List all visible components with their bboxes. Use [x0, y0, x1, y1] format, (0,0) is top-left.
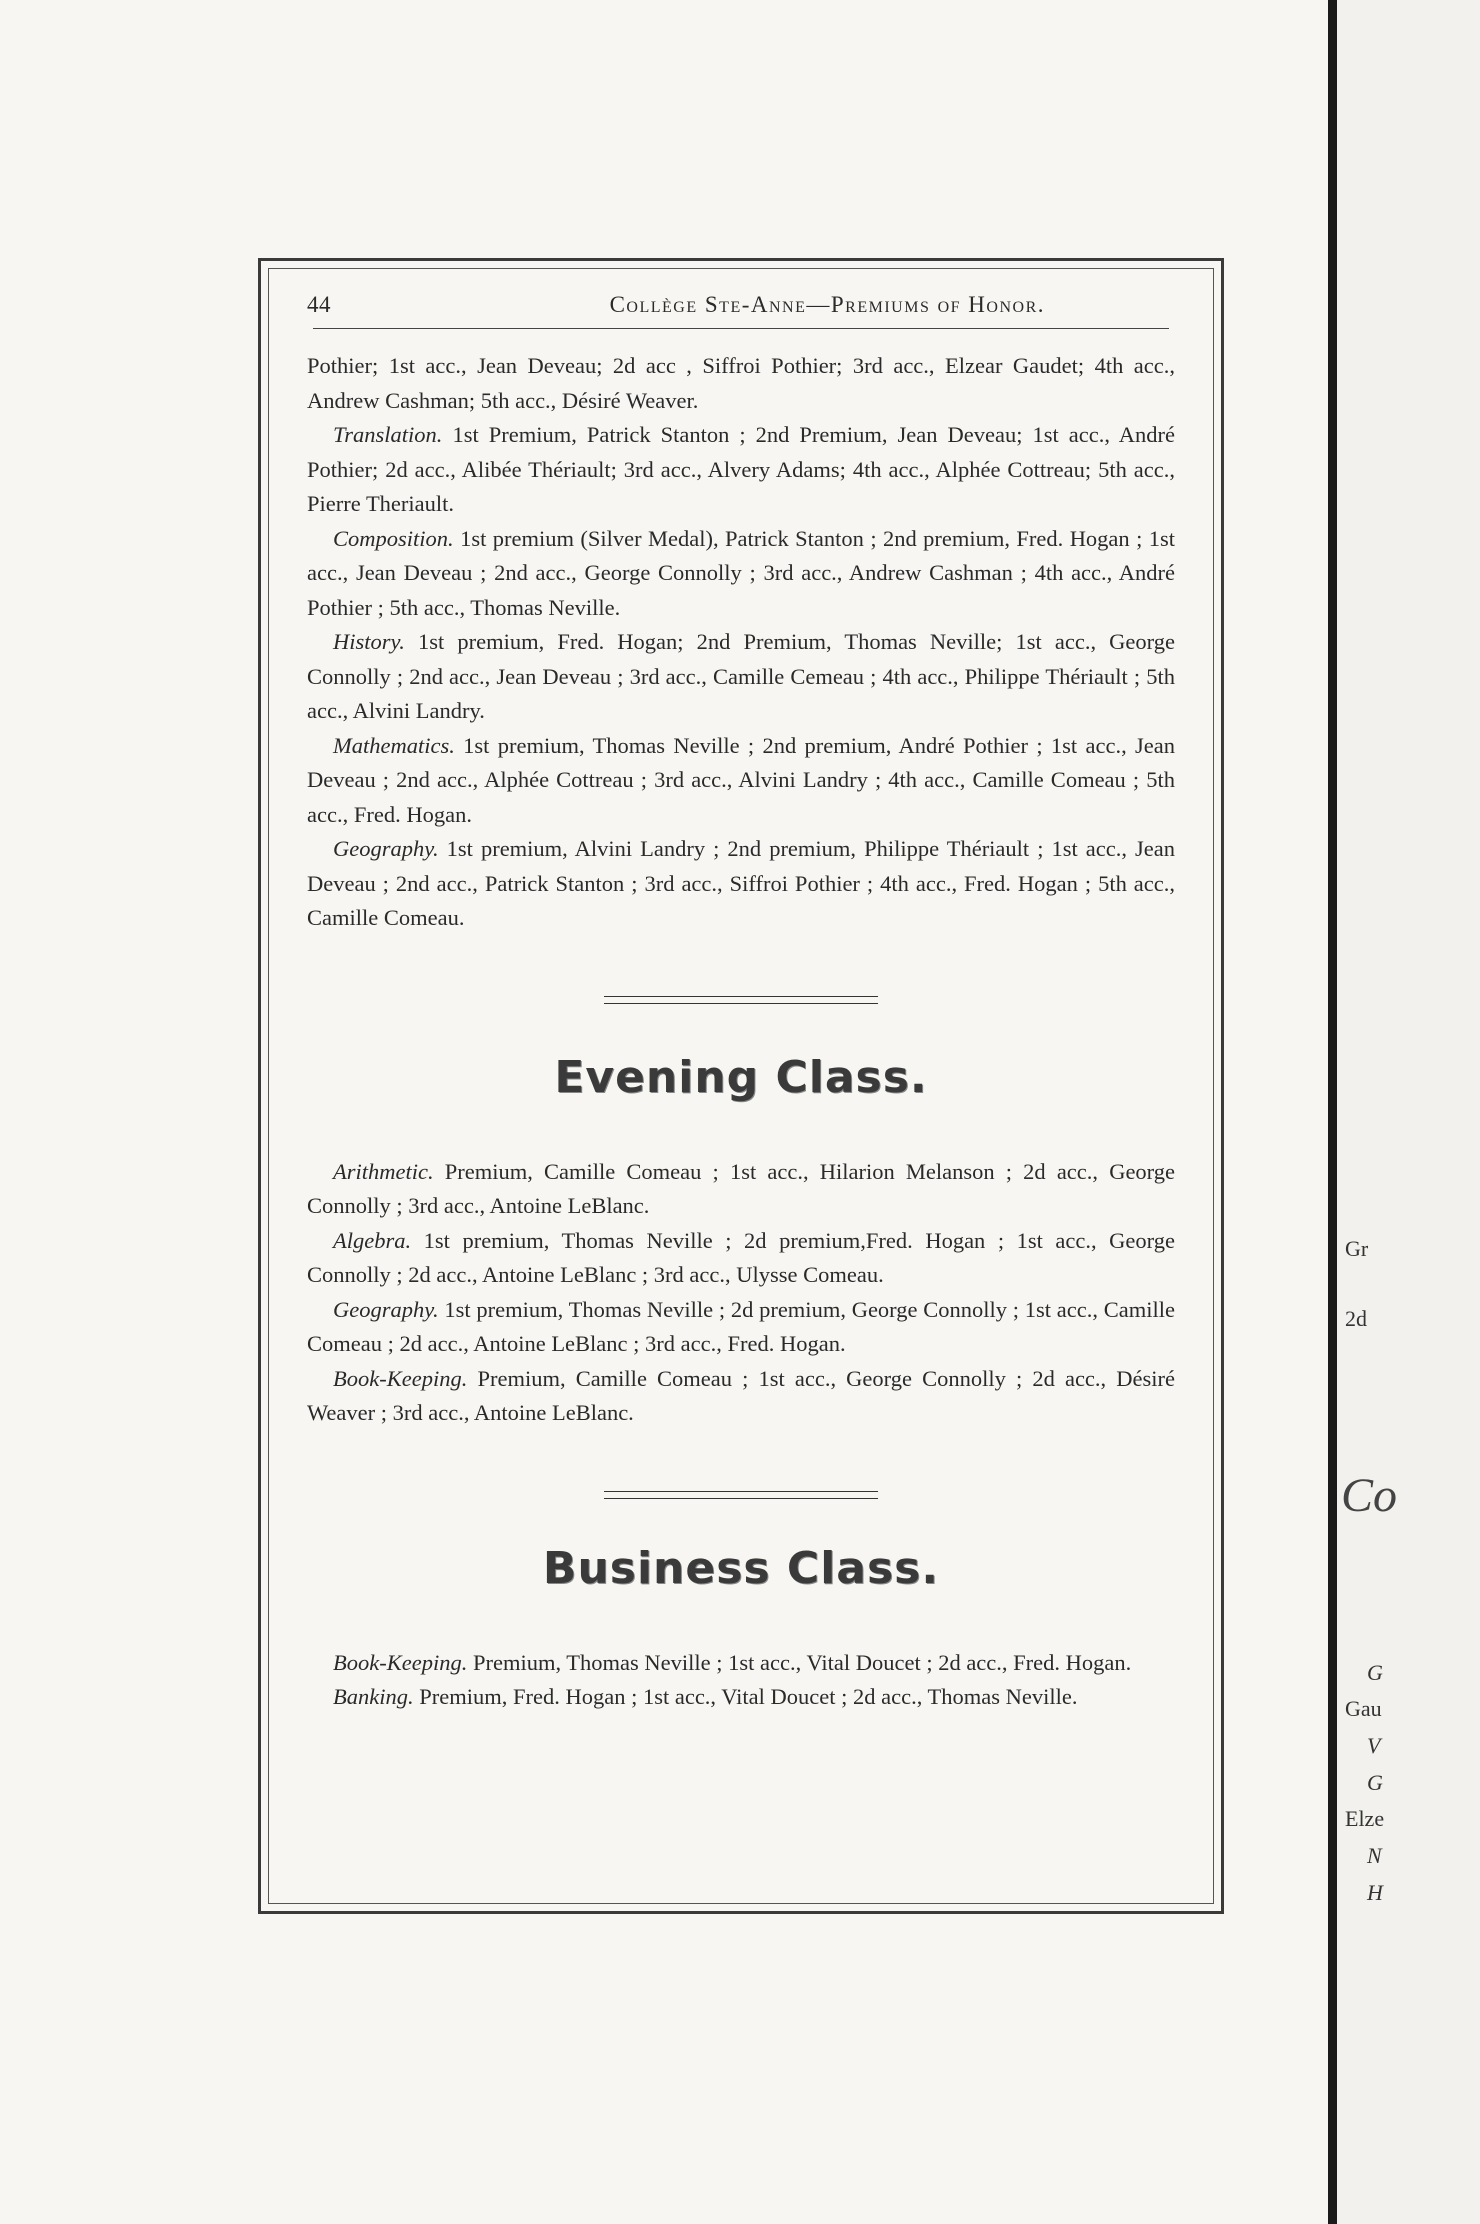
entry-text: 1st premium, Fred. Hogan; 2nd Premium, Thomas Neville; 1st acc., George Connolly ; 2nd acc., Jean Deveau ; 3rd acc., Camille Cemeau ; 4th acc., Philippe Thériault ; 5th acc., Alvini Landry. [307, 629, 1175, 723]
entry-history [307, 625, 1175, 729]
evening-entry-arithmetic [307, 1155, 1175, 1224]
continuation-paragraph: Pothier; 1st acc., Jean Deveau; 2d acc , Siffroi Pothier; 3rd acc., Elzear Gaudet; 4th acc., Andrew Cashman; 5th acc., Désiré Weaver. [307, 353, 1175, 413]
subject-label: Book-Keeping. [333, 1649, 468, 1675]
entry-text: Premium, Camille Comeau ; 1st acc., Hilarion Melanson ; 2d acc., George Connolly ; 3rd acc., Antoine LeBlanc. [307, 1158, 1175, 1218]
subject-label: Algebra. [333, 1227, 412, 1253]
adjacent-fragment: G [1367, 1660, 1383, 1685]
page-content [307, 282, 1175, 1715]
adjacent-fragment: H [1367, 1880, 1383, 1905]
adjacent-fragment: V [1367, 1733, 1381, 1758]
entry-text: 1st premium, Thomas Neville ; 2d premium, George Connolly ; 1st acc., Camille Comeau ; 2d acc., Antoine LeBlanc ; 3rd acc., Fred. Hogan. [307, 1296, 1175, 1356]
adjacent-fragment: Gr [1345, 1236, 1369, 1261]
section-divider [604, 1491, 878, 1499]
entry-text: 1st premium, Thomas Neville ; 2nd premium, André Pothier ; 1st acc., Jean Deveau ; 2nd acc., Alphée Cottreau ; 3rd acc., Alvini Landry ; 4th acc., Camille Comeau ; 5th acc., Fred. Hogan. [307, 732, 1175, 827]
entry-text: Premium, Camille Comeau ; 1st acc., George Connolly ; 2d acc., Désiré Weaver ; 3rd acc., Antoine LeBlanc. [307, 1365, 1175, 1425]
adjacent-page [1337, 0, 1480, 2224]
adjacent-fragment: Gau [1345, 1696, 1382, 1721]
evening-entry-geography [307, 1293, 1175, 1362]
subject-label: Book-Keeping. [333, 1365, 468, 1391]
evening-entry-algebra [307, 1224, 1175, 1293]
subject-label: Arithmetic. [333, 1158, 434, 1184]
evening-entry-book-keeping [307, 1362, 1175, 1431]
adjacent-fragment: 2d [1345, 1306, 1367, 1331]
subject-label: Banking. [333, 1684, 414, 1709]
entry-text: 1st Premium, Patrick Stanton ; 2nd Premium, Jean Deveau; 1st acc., André Pothier; 2d acc., Alibée Thériault; 3rd acc., Alvery Adams; 4th acc., Alphée Cottreau; 5th acc., Pierre Theriault. [307, 422, 1175, 516]
subject-label: Geography. [333, 1296, 439, 1322]
adjacent-fragment: N [1367, 1843, 1382, 1868]
subject-label: History. [333, 629, 405, 654]
adjacent-fragment: G [1367, 1770, 1383, 1795]
business-entry-book-keeping [307, 1646, 1175, 1681]
entry-text: Premium, Fred. Hogan ; 1st acc., Vital Doucet ; 2d acc., Thomas Neville. [413, 1684, 1078, 1709]
header-rule [313, 328, 1169, 329]
subject-label: Composition. [333, 525, 454, 551]
entry-text: 1st premium (Silver Medal), Patrick Stanton ; 2nd premium, Fred. Hogan ; 1st acc., Jean Deveau ; 2nd acc., George Connolly ; 3rd acc., Andrew Cashman ; 4th acc., André Pothier ; 5th acc., Thomas Neville. [307, 525, 1175, 620]
adjacent-script-glyph: Co [1341, 1469, 1398, 1522]
business-entry-banking [307, 1680, 1175, 1715]
entry-text: 1st premium, Alvini Landry ; 2nd premium, Philippe Thériault ; 1st acc., Jean Deveau ; 2nd acc., Patrick Stanton ; 3rd acc., Siffroi Pothier ; 4th acc., Fred. Hogan ; 5th acc., Camille Comeau. [307, 836, 1175, 930]
entry-text: Premium, Thomas Neville ; 1st acc., Vital Doucet ; 2d acc., Fred. Hogan. [467, 1649, 1132, 1675]
business-class-heading: Business Class. [542, 1542, 940, 1594]
entry-mathematics [307, 729, 1175, 833]
page-number: 44 [307, 292, 331, 317]
subject-label: Geography. [333, 836, 439, 861]
entry-geography [307, 832, 1175, 936]
section-divider [604, 996, 878, 1004]
adjacent-fragment: Elze [1345, 1806, 1385, 1831]
page-header [307, 282, 1175, 328]
entry-translation [307, 418, 1175, 522]
entry-composition [307, 522, 1175, 626]
evening-class-heading: Evening Class. [554, 1051, 928, 1103]
running-title: Collège Ste-Anne—Premiums of Honor. [609, 292, 1045, 317]
subject-label: Translation. [333, 422, 443, 447]
entry-text: 1st premium, Thomas Neville ; 2d premium,Fred. Hogan ; 1st acc., George Connolly ; 2d acc., Antoine LeBlanc ; 3rd acc., Ulysse Comeau. [307, 1227, 1175, 1287]
subject-label: Mathematics. [333, 732, 455, 758]
page-gutter-edge [1328, 0, 1337, 2224]
